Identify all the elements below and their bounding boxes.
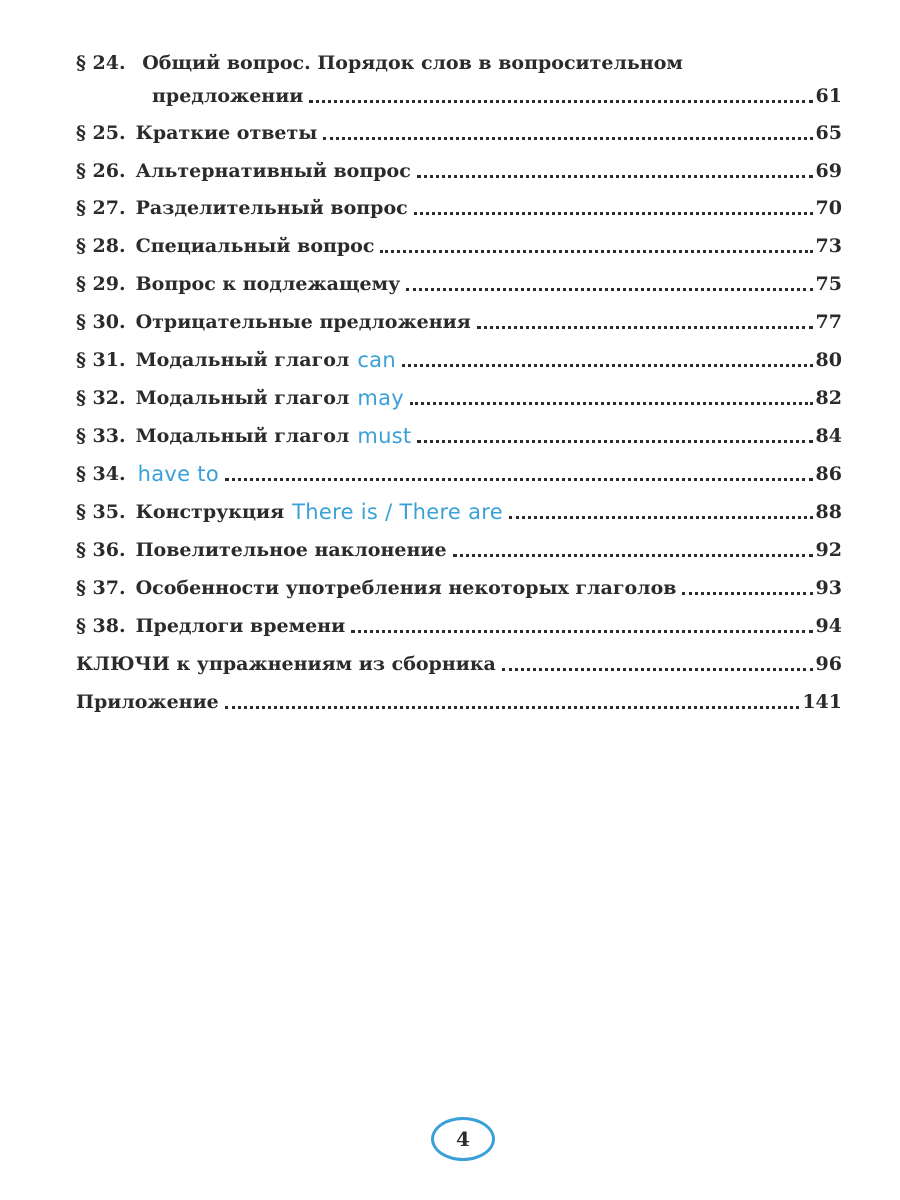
toc-entry-page: 84 xyxy=(815,425,842,447)
toc-entry-number: § 31. xyxy=(76,349,126,371)
toc-entry-page: 141 xyxy=(802,691,842,713)
leader-dots xyxy=(225,706,800,709)
toc-entry-page: 96 xyxy=(815,653,842,675)
leader-dots xyxy=(417,175,813,178)
leader-dots xyxy=(406,288,812,291)
toc-entry-24-line1 xyxy=(76,52,683,74)
page-number-badge xyxy=(431,1117,495,1161)
leader-dots xyxy=(414,212,813,215)
toc-entry-title: предложении xyxy=(152,85,304,107)
toc-entry-number: § 36. xyxy=(76,539,126,561)
toc-entry-30[interactable] xyxy=(76,306,842,334)
toc-entry-37[interactable] xyxy=(76,572,842,600)
toc-entry-24[interactable] xyxy=(76,80,842,108)
page-number: 4 xyxy=(456,1127,470,1151)
toc-entry-title: Общий вопрос. Порядок слов в вопросительном xyxy=(142,52,683,74)
toc-entry-29[interactable] xyxy=(76,268,842,296)
toc-entry-title: Предлоги времени xyxy=(135,615,346,637)
toc-entry-number: § 33. xyxy=(76,425,126,447)
toc-entry-page: 94 xyxy=(815,615,842,637)
toc-entry-title: Приложение xyxy=(76,691,219,713)
toc-entry-title: Конструкция xyxy=(135,501,285,523)
toc-entry-title: Повелительное наклонение xyxy=(135,539,447,561)
toc-entry-34[interactable] xyxy=(76,458,842,486)
toc-entry-title: Специальный вопрос xyxy=(135,235,375,257)
leader-dots xyxy=(410,402,813,405)
toc-entry-page: 75 xyxy=(815,273,842,295)
toc-entry-36[interactable] xyxy=(76,534,842,562)
toc-entry-35[interactable] xyxy=(76,496,842,524)
leader-dots xyxy=(682,592,812,595)
toc-entry-32[interactable] xyxy=(76,382,842,410)
toc-entry-page: 82 xyxy=(815,387,842,409)
toc-entry-title: Модальный глагол xyxy=(135,425,350,447)
toc-entry-25[interactable] xyxy=(76,117,842,145)
leader-dots xyxy=(323,137,812,140)
toc-entry-page: 69 xyxy=(815,160,842,182)
toc-entry-title: Модальный глагол xyxy=(135,387,350,409)
leader-dots xyxy=(417,440,812,443)
toc-entry-title-english: There is / There are xyxy=(292,500,503,524)
leader-dots xyxy=(453,554,813,557)
toc-entry-page: 80 xyxy=(815,349,842,371)
toc-entry-number: § 38. xyxy=(76,615,126,637)
toc-entry-number: § 29. xyxy=(76,273,126,295)
toc-entry-number: § 37. xyxy=(76,577,126,599)
toc-entry-page: 92 xyxy=(815,539,842,561)
toc-entry-appendix[interactable] xyxy=(76,686,842,714)
toc-entry-number: § 28. xyxy=(76,235,126,257)
toc-entry-title-english: have to xyxy=(137,462,219,486)
leader-dots xyxy=(380,250,812,253)
toc-entry-page: 88 xyxy=(815,501,842,523)
toc-entry-title: Альтернативный вопрос xyxy=(135,160,411,182)
toc-entry-38[interactable] xyxy=(76,610,842,638)
toc-entry-number: § 35. xyxy=(76,501,126,523)
toc-entry-number: § 25. xyxy=(76,122,126,144)
toc-entry-page: 65 xyxy=(815,122,842,144)
toc-entry-33[interactable] xyxy=(76,420,842,448)
toc-entry-number: § 27. xyxy=(76,197,126,219)
toc-entry-28[interactable] xyxy=(76,230,842,258)
leader-dots xyxy=(351,630,812,633)
leader-dots xyxy=(477,326,813,329)
toc-entry-number: § 24. xyxy=(76,52,126,74)
toc-entry-page: 86 xyxy=(815,463,842,485)
toc-entry-page: 77 xyxy=(815,311,842,333)
toc-entry-number: § 34. xyxy=(76,463,126,485)
toc-entry-27[interactable] xyxy=(76,192,842,220)
toc-entry-title: Разделительный вопрос xyxy=(135,197,408,219)
leader-dots xyxy=(309,100,812,103)
toc-entry-page: 73 xyxy=(815,235,842,257)
toc-entry-title: Вопрос к подлежащему xyxy=(135,273,401,295)
toc-entry-title: КЛЮЧИ к упражнениям из сборника xyxy=(76,653,496,675)
toc-entry-title-english: may xyxy=(357,386,404,410)
toc-entry-number: § 26. xyxy=(76,160,126,182)
toc-entry-title-english: can xyxy=(357,348,396,372)
leader-dots xyxy=(225,478,813,481)
leader-dots xyxy=(509,516,813,519)
leader-dots xyxy=(402,364,813,367)
toc-entry-31[interactable] xyxy=(76,344,842,372)
toc-entry-keys[interactable] xyxy=(76,648,842,676)
leader-dots xyxy=(502,668,813,671)
toc-entry-title: Модальный глагол xyxy=(135,349,350,371)
toc-entry-title: Особенности употребления некоторых глаголов xyxy=(135,577,677,599)
toc-entry-title-english: must xyxy=(357,424,412,448)
toc-entry-title: Краткие ответы xyxy=(135,122,318,144)
toc-entry-number: § 32. xyxy=(76,387,126,409)
toc-entry-number: § 30. xyxy=(76,311,126,333)
toc-entry-title: Отрицательные предложения xyxy=(135,311,471,333)
toc-entry-page: 61 xyxy=(815,85,842,107)
toc-entry-26[interactable] xyxy=(76,155,842,183)
toc-entry-page: 93 xyxy=(815,577,842,599)
toc-entry-page: 70 xyxy=(815,197,842,219)
